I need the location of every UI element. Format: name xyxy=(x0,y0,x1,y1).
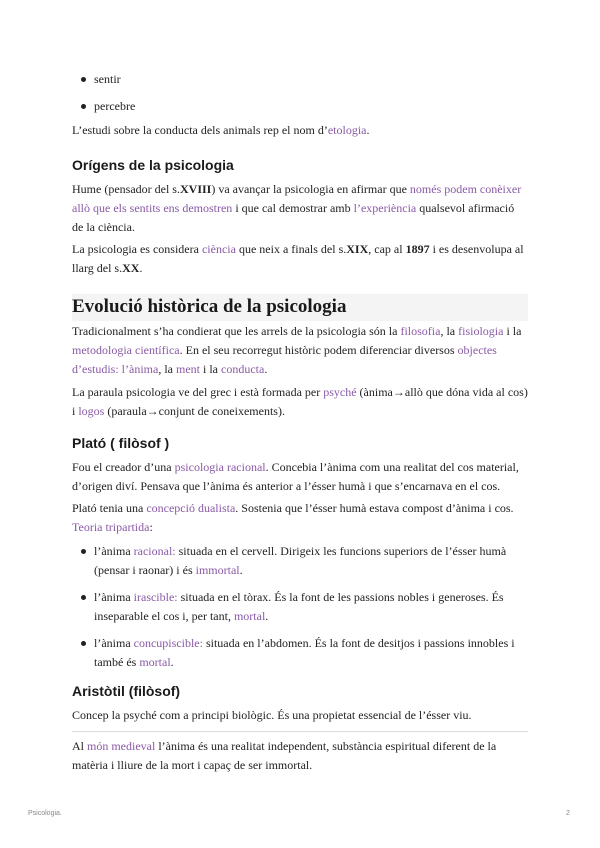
arrels-paragraph: Tradicionalment s’ha condierat que les arrels de la psicologia són la filosofia, la fisiologia i la metodologia científica. En el seu recorregut històric podem diferenciar diversos objectes d’estudis: l’ànima, la ment i la conducta. xyxy=(72,324,522,376)
etologia-link[interactable]: etologia xyxy=(327,123,367,137)
aristotil-heading: Aristòtil (filòsof) xyxy=(72,683,181,699)
list-item: l’ànima racional: situada en el cervell. Dirigeix les funcions superiors de l’ésser humà (pensar i raonar) i és immortal. xyxy=(72,542,528,580)
racional-link[interactable]: racional: xyxy=(133,544,176,558)
ciencia-link[interactable]: ciència xyxy=(201,242,236,256)
ment-link[interactable]: ment xyxy=(176,362,200,376)
mortal-link[interactable]: mortal xyxy=(233,609,266,623)
aristotil-paragraph: Concep la psyché com a principi biològic. És una propietat essencial de l’ésser viu. xyxy=(72,708,472,722)
evolucio-heading: Evolució històrica de la psicologia xyxy=(72,294,528,321)
sentits-link[interactable]: només podem conèixer allò que els sentits ens demostren xyxy=(72,182,522,215)
objectes-link[interactable]: objectes d’estudis: l’ànima xyxy=(72,343,497,376)
irascible-link[interactable]: irascible: xyxy=(133,590,178,604)
mortal-link[interactable]: mortal xyxy=(139,655,171,669)
hume-paragraph: Hume (pensador del s.XVIII) va avançar la psicologia en afirmar que només podem conèixer allò que els sentits ens demostren i que cal demostrar amb l’experiència qualsevol afirmació de la ciència. xyxy=(72,182,522,234)
senses-list xyxy=(72,70,528,116)
plato-heading: Plató ( filòsof ) xyxy=(72,435,170,451)
list-item: percebre xyxy=(72,97,528,116)
page-number: 2 xyxy=(566,810,570,817)
list-item: l’ànima irascible: situada en el tòrax. És la font de les passions nobles i generoses. És inseparable el cos i, per tant, mortal. xyxy=(72,588,528,626)
medieval-paragraph: Al món medieval l’ànima és una realitat independent, substància espiritual diferent de la matèria i lliure de la mort i capaç de ser immortal. xyxy=(72,739,497,772)
psyche-paragraph: La paraula psicologia ve del grec i està formada per psyché (ànima→allò que dóna vida al cos) i logos (paraula→conjunt de coneixements). xyxy=(72,385,528,418)
psicologia-racional-link[interactable]: psicologia racional xyxy=(174,460,266,474)
concepcio-dualista-link[interactable]: concepció dualista xyxy=(146,501,236,515)
bullet-icon xyxy=(81,77,86,82)
logos-link[interactable]: logos xyxy=(78,404,105,418)
experiencia-link[interactable]: l’experiència xyxy=(353,201,417,215)
anima-list xyxy=(72,542,528,672)
list-item: sentir xyxy=(72,70,528,89)
list-item: l’ànima concupiscible: situada en l’abdomen. És la font de desitjos i passions innobles i també és mortal. xyxy=(72,634,528,672)
origens-heading: Orígens de la psicologia xyxy=(72,157,234,173)
conducta-link[interactable]: conducta xyxy=(221,362,265,376)
filosofia-link[interactable]: filosofia xyxy=(400,324,441,338)
fisiologia-link[interactable]: fisiologia xyxy=(458,324,504,338)
bullet-icon xyxy=(81,549,86,554)
psyche-link[interactable]: psyché xyxy=(323,385,357,399)
bullet-icon xyxy=(81,595,86,600)
bullet-icon xyxy=(81,104,86,109)
footer-title: Psicologia. xyxy=(28,810,62,817)
metodologia-link[interactable]: metodologia científica xyxy=(72,343,180,357)
concupiscible-link[interactable]: concupiscible: xyxy=(133,636,203,650)
divider xyxy=(72,731,528,732)
etologia-paragraph: L’estudi sobre la conducta dels animals rep el nom d’etologia. xyxy=(72,123,370,137)
mon-medieval-link[interactable]: món medieval xyxy=(87,739,156,753)
bullet-icon xyxy=(81,641,86,646)
ciencia-paragraph: La psicologia es considera ciència que neix a finals del s.XIX, cap al 1897 i es desenvolupa al llarg del s.XX. xyxy=(72,242,524,275)
immortal-link[interactable]: immortal xyxy=(195,563,240,577)
teoria-tripartida-link[interactable]: Teoria tripartida xyxy=(72,520,150,534)
plato-paragraph-2: Plató tenia una concepció dualista. Sostenia que l’ésser humà estava compost d’ànima i cos. Teoria tripartida: xyxy=(72,501,514,534)
plato-paragraph-1: Fou el creador d’una psicologia racional. Concebia l’ànima com una realitat del cos material, d’origen diví. Pensava que l’ànima és anterior a l’ésser humà i que s’encarnava en el cos. xyxy=(72,460,519,493)
